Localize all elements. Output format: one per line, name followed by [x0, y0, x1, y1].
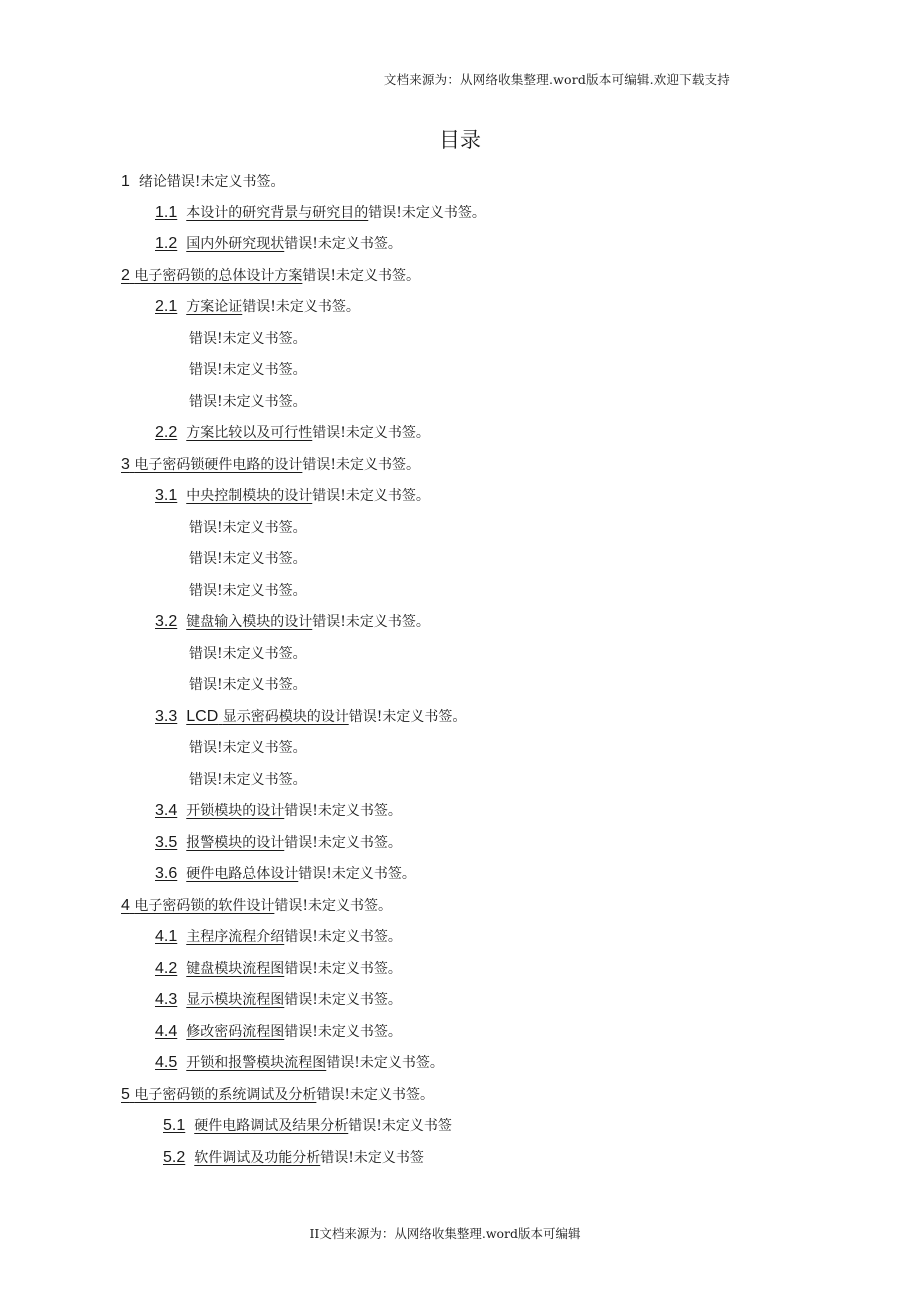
toc-error-text: 错误!未定义书签。 [312, 425, 430, 441]
toc-error-text: 错误!未定义书签。 [189, 583, 307, 599]
toc-title-text: 硬件电路调试及结果分析 [194, 1118, 349, 1134]
toc-title-text: 主程序流程介绍 [186, 929, 285, 945]
toc-error-text: 错误!未定义书签。 [242, 299, 360, 315]
toc-entry-4[interactable] [121, 896, 392, 916]
toc-error-text: 错误!未定义书签。 [284, 929, 402, 945]
toc-entry-2-1-1[interactable] [189, 329, 307, 349]
toc-number: 4.3 [155, 991, 178, 1008]
toc-entry-5-2[interactable] [163, 1148, 424, 1168]
toc-title-text: 显示模块流程图 [186, 992, 285, 1008]
toc-error-text: 错误!未定义书签。 [302, 457, 420, 473]
toc-number: 1.2 [155, 235, 178, 252]
toc-entry-3-1-2[interactable] [189, 549, 307, 569]
page-header: 文档来源为：从网络收集整理.word版本可编辑.欢迎下载支持 [383, 72, 730, 87]
toc-error-text: 错误!未定义书签。 [189, 394, 307, 410]
toc-error-text: 错误!未定义书签。 [312, 614, 430, 630]
toc-title-text: 键盘输入模块的设计 [186, 614, 313, 630]
toc-error-text: 错误!未定义书签。 [189, 362, 307, 378]
toc-number: 4.1 [155, 928, 178, 945]
toc-error-text: 错误!未定义书签。 [298, 866, 416, 882]
toc-entry-5-1[interactable] [163, 1116, 452, 1136]
toc-error-text: 错误!未定义书签。 [368, 205, 486, 221]
toc-title-text: 方案比较以及可行性 [186, 425, 313, 441]
toc-entry-3-3-2[interactable] [189, 770, 307, 790]
toc-number: 4 [121, 897, 130, 914]
toc-number: 5.2 [163, 1149, 186, 1166]
toc-entry-3-5[interactable] [155, 833, 402, 853]
toc-entry-4-2[interactable] [155, 959, 402, 979]
toc-title-text: 开锁和报警模块流程图 [186, 1055, 327, 1071]
toc-error-text: 错误!未定义书签。 [284, 1024, 402, 1040]
toc-entry-3-4[interactable] [155, 801, 402, 821]
toc-entry-3-3-1[interactable] [189, 738, 307, 758]
toc-number: 3.3 [155, 708, 178, 725]
toc-entry-3-2-1[interactable] [189, 644, 307, 664]
toc-entry-1[interactable] [121, 172, 285, 192]
toc-title-text: 电子密码锁的系统调试及分析 [134, 1087, 317, 1103]
toc-title: 目录 [439, 128, 481, 152]
toc-number: 3.1 [155, 487, 178, 504]
toc-entry-1-2[interactable] [155, 234, 402, 254]
toc-error-text: 错误!未定义书签。 [348, 709, 467, 725]
toc-error-text: 错误!未定义书签 [348, 1118, 452, 1134]
toc-error-text: 错误!未定义书签。 [189, 551, 307, 567]
toc-entry-4-3[interactable] [155, 990, 402, 1010]
toc-error-text: 错误!未定义书签。 [189, 740, 307, 756]
toc-entry-3-1-1[interactable] [189, 518, 307, 538]
toc-entry-2-2[interactable] [155, 423, 430, 443]
toc-title-text: 键盘模块流程图 [186, 961, 285, 977]
toc-error-text: 错误!未定义书签。 [274, 898, 392, 914]
toc-title-text: 硬件电路总体设计 [186, 866, 299, 882]
toc-number: 4.4 [155, 1023, 178, 1040]
toc-number: 1.1 [155, 204, 178, 221]
toc-entry-3-2[interactable] [155, 612, 430, 632]
toc-error-text: 错误!未定义书签。 [284, 835, 402, 851]
toc-error-text: 错误!未定义书签。 [312, 488, 430, 504]
toc-title-text: 软件调试及功能分析 [194, 1150, 321, 1166]
toc-title-text: 本设计的研究背景与研究目的 [186, 205, 369, 221]
toc-title-text: 电子密码锁的总体设计方案 [134, 268, 303, 284]
toc-entry-3-3[interactable] [155, 707, 466, 727]
toc-error-text: 错误!未定义书签。 [189, 677, 307, 693]
toc-title-text: 国内外研究现状 [186, 236, 285, 252]
toc-number: 3.5 [155, 834, 178, 851]
toc-entry-2[interactable] [121, 266, 420, 286]
toc-error-text: 错误!未定义书签。 [302, 268, 420, 284]
toc-entry-4-5[interactable] [155, 1053, 444, 1073]
toc-number: 2.1 [155, 298, 178, 315]
toc-number: 5 [121, 1086, 130, 1103]
toc-title-text: 报警模块的设计 [186, 835, 285, 851]
toc-entry-5[interactable] [121, 1085, 434, 1105]
toc-entry-1-1[interactable] [155, 203, 486, 223]
toc-entry-3-6[interactable] [155, 864, 416, 884]
toc-title-text: 开锁模块的设计 [186, 803, 285, 819]
toc-number: 3.2 [155, 613, 178, 630]
toc-title-text: 修改密码流程图 [186, 1024, 285, 1040]
toc-entry-4-1[interactable] [155, 927, 402, 947]
toc-error-text: 错误!未定义书签。 [189, 646, 307, 662]
toc-entry-3-2-2[interactable] [189, 675, 307, 695]
toc-number: 2 [121, 267, 130, 284]
toc-number: 3.6 [155, 865, 178, 882]
toc-error-text: 错误!未定义书签。 [189, 772, 307, 788]
toc-entry-3-1-3[interactable] [189, 581, 307, 601]
toc-number: 5.1 [163, 1117, 186, 1134]
toc-title-text: 方案论证 [186, 299, 243, 315]
toc-error-text: 错误!未定义书签。 [284, 961, 402, 977]
toc-entry-4-4[interactable] [155, 1022, 402, 1042]
toc-error-text: 错误!未定义书签。 [326, 1055, 444, 1071]
toc-entry-2-1-2[interactable] [189, 360, 307, 380]
toc-entry-2-1-3[interactable] [189, 392, 307, 412]
page-footer: II文档来源为：从网络收集整理.word版本可编辑 [309, 1226, 581, 1241]
toc-title-latin: LCD [186, 708, 219, 725]
toc-number: 2.2 [155, 424, 178, 441]
toc-error-text: 错误!未定义书签 [320, 1150, 424, 1166]
toc-entry-3-1[interactable] [155, 486, 430, 506]
toc-title-text: 显示密码模块的设计 [222, 709, 349, 725]
toc-number: 4.5 [155, 1054, 178, 1071]
toc-entry-2-1[interactable] [155, 297, 360, 317]
toc-number: 3.4 [155, 802, 178, 819]
toc-error-text: 错误!未定义书签。 [284, 236, 402, 252]
toc-number: 3 [121, 456, 130, 473]
toc-number: 1 [121, 173, 130, 190]
toc-title-text: 电子密码锁的软件设计 [134, 898, 275, 914]
toc-title-text: 绪论 [138, 174, 167, 190]
toc-title-text: 中央控制模块的设计 [186, 488, 313, 504]
toc-number: 4.2 [155, 960, 178, 977]
toc-error-text: 错误!未定义书签。 [189, 331, 307, 347]
toc-error-text: 错误!未定义书签。 [189, 520, 307, 536]
toc-error-text: 错误!未定义书签。 [284, 992, 402, 1008]
toc-entry-3[interactable] [121, 455, 420, 475]
toc-error-text: 错误!未定义书签。 [284, 803, 402, 819]
toc-error-text: 错误!未定义书签。 [316, 1087, 434, 1103]
toc-error-text: 错误!未定义书签。 [166, 174, 285, 190]
toc-title-text: 电子密码锁硬件电路的设计 [134, 457, 303, 473]
